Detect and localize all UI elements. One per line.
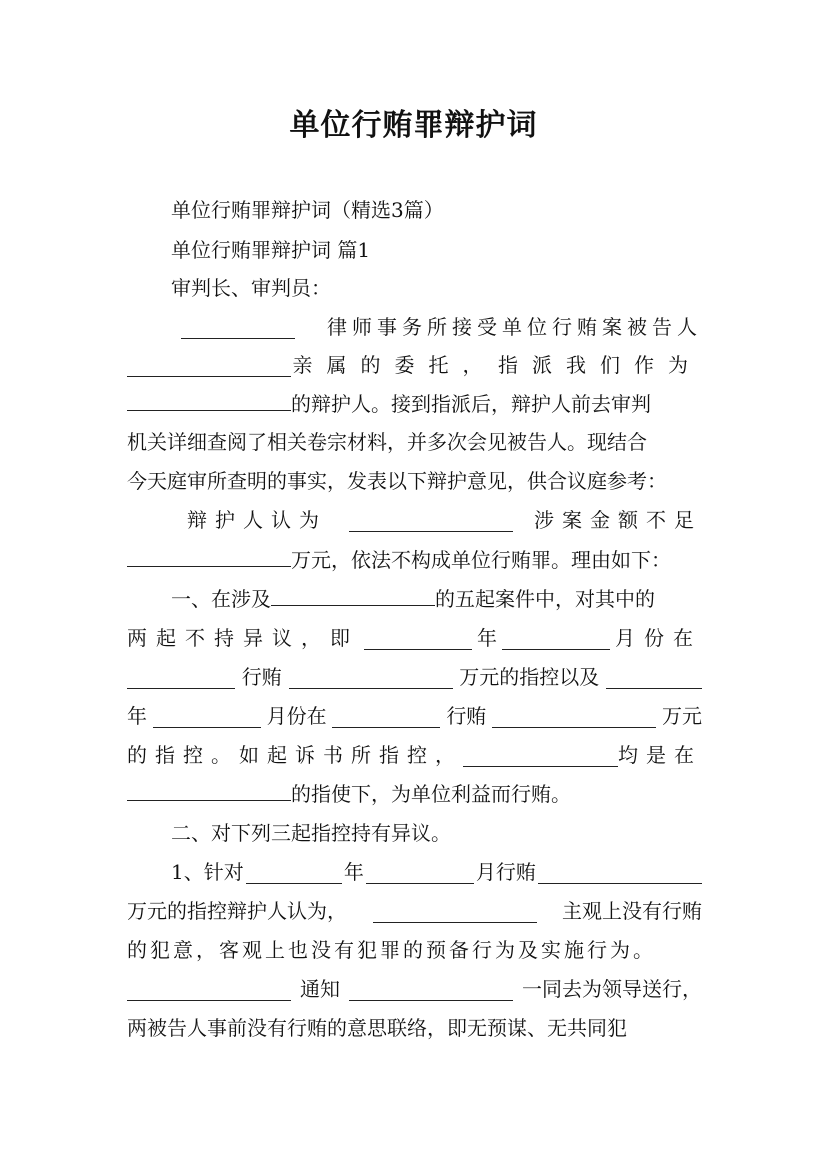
fill-blank — [127, 354, 291, 377]
paragraph-text: 的指控。如起诉书所指控， — [127, 743, 463, 767]
paragraph-text: 1、针对 — [171, 860, 244, 884]
fill-blank — [364, 627, 472, 650]
paragraph-text: 万元 — [661, 704, 702, 728]
paragraph-text: 万元，依法不构成单位行贿罪。理由如下： — [291, 548, 671, 572]
paragraph-text: 今天庭审所查明的事实，发表以下辩护意见，供合议庭参考： — [127, 469, 667, 493]
paragraph-line — [127, 891, 702, 931]
fill-blank — [492, 705, 656, 728]
fill-blank — [606, 666, 702, 689]
paragraph-text: 一、在涉及 — [171, 587, 271, 611]
fill-blank — [181, 316, 295, 339]
paragraph-text: 一同去为领导送行， — [522, 977, 702, 1001]
fill-blank — [349, 509, 513, 532]
fill-blank — [366, 861, 474, 884]
paragraph-text: 辩护人认为 — [187, 508, 327, 532]
paragraph-text: 的指使下，为单位利益而行贿。 — [291, 782, 571, 806]
paragraph-line — [127, 618, 702, 658]
paragraph-text: 行贿 — [241, 665, 282, 689]
fill-blank — [373, 900, 537, 923]
document-title: 单位行贿罪辩护词 — [289, 108, 538, 143]
paragraph-text: 两起不持异议，即 — [127, 626, 359, 650]
paragraph-line — [127, 307, 702, 347]
paragraph-text: 的五起案件中，对其中的 — [435, 587, 655, 611]
paragraph-line — [127, 540, 702, 580]
fill-blank — [271, 583, 435, 606]
paragraph-text: 万元的指控辩护人认为， — [127, 899, 347, 923]
paragraph-text: 亲属的委托， — [292, 353, 497, 377]
salutation: 审判长、审判员： — [171, 276, 331, 300]
paragraph-line — [127, 696, 702, 736]
paragraph-text: 的犯意，客观上也没有犯罪的预备行为及实施行为。 — [127, 938, 656, 962]
paragraph-text: 年 — [477, 626, 497, 650]
paragraph-line — [127, 384, 702, 424]
paragraph-text: 月份在 — [615, 626, 702, 650]
paragraph-text: 两被告人事前没有行贿的意思联络，即无预谋、无共同犯 — [127, 1016, 627, 1040]
paragraph-line — [127, 500, 702, 540]
fill-blank — [153, 705, 261, 728]
paragraph-text: 年 — [343, 860, 364, 884]
fill-blank — [127, 388, 291, 411]
paragraph-text: 通知 — [300, 977, 340, 1001]
paragraph-line — [127, 969, 702, 1009]
paragraph-line — [127, 579, 746, 619]
paragraph-text: 月行贿 — [475, 860, 536, 884]
paragraph-text: 年 — [127, 704, 147, 728]
paragraph-text: 的辩护人。接到指派后，辩护人前去审判 — [291, 392, 651, 416]
paragraph-text: 月份在 — [266, 704, 327, 728]
paragraph-line — [127, 852, 702, 892]
paragraph-text: 指派我们作为 — [498, 353, 702, 377]
paragraph-line — [127, 345, 702, 385]
paragraph-text: 万元的指控以及 — [459, 665, 600, 689]
paragraph-line — [127, 774, 702, 814]
fill-blank — [349, 978, 513, 1001]
document-subtitle: 单位行贿罪辩护词（精选3篇） — [171, 198, 444, 222]
fill-blank — [246, 861, 342, 884]
fill-blank — [463, 744, 618, 767]
paragraph-text: 行贿 — [446, 704, 487, 728]
fill-blank — [289, 666, 453, 689]
paragraph-line — [127, 735, 702, 775]
paragraph-text: 均是在 — [618, 743, 702, 767]
paragraph-text: 律师事务所接受单位行贿案被告人 — [327, 315, 702, 339]
paragraph-text: 主观上没有行贿 — [562, 899, 702, 923]
fill-blank — [127, 978, 291, 1001]
fill-blank — [502, 627, 610, 650]
section-heading: 单位行贿罪辩护词 篇1 — [171, 238, 371, 262]
fill-blank — [538, 861, 702, 884]
fill-blank — [127, 778, 291, 801]
fill-blank — [127, 666, 235, 689]
paragraph-line — [127, 657, 702, 697]
paragraph-text: 涉案金额不足 — [534, 508, 702, 532]
fill-blank — [332, 705, 440, 728]
paragraph-text: 二、对下列三起指控持有异议。 — [171, 821, 451, 845]
paragraph-text: 机关详细查阅了相关卷宗材料，并多次会见被告人。现结合 — [127, 430, 647, 454]
fill-blank — [127, 544, 291, 567]
